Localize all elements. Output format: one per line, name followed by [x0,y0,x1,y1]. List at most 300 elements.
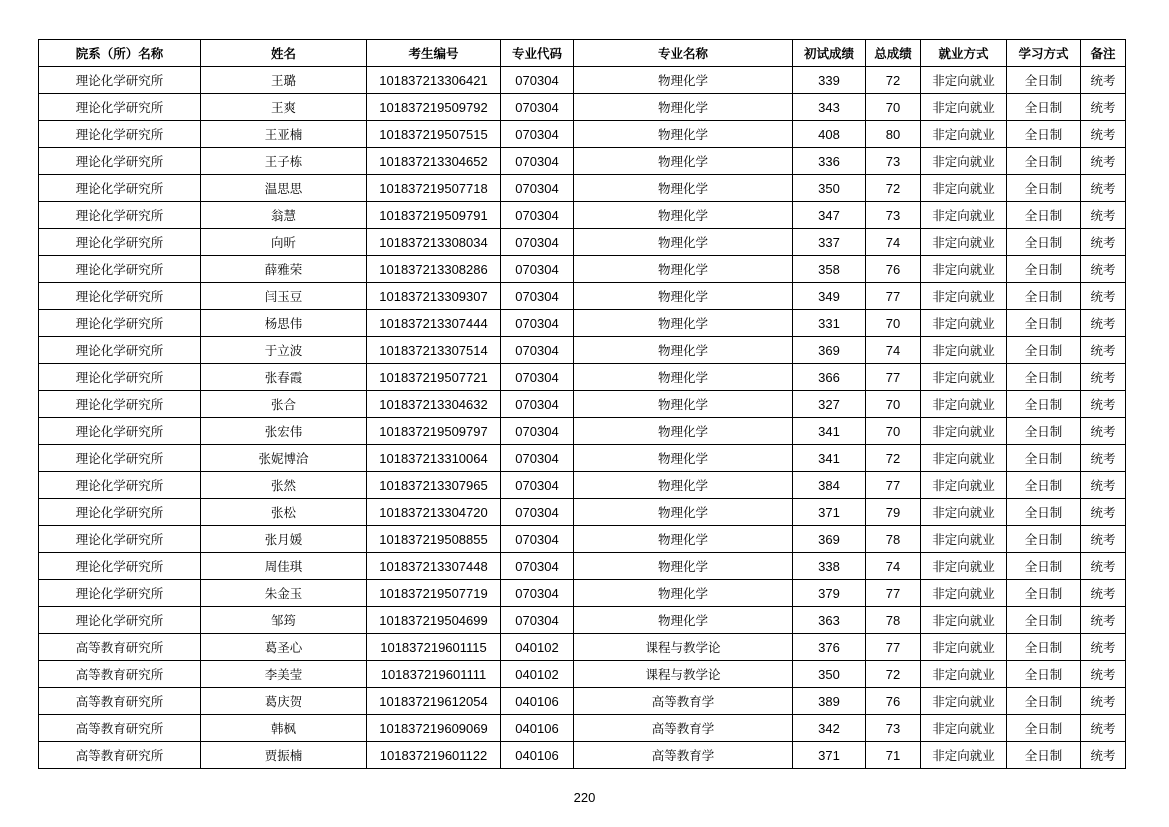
col-department-cell: 理论化学研究所 [39,418,201,445]
col-total-score-cell: 72 [866,67,921,94]
col-exam-id-cell: 101837213307514 [367,337,501,364]
col-total-score-cell: 72 [866,445,921,472]
col-employment-cell: 非定向就业 [921,283,1007,310]
col-exam-id-cell: 101837213310064 [367,445,501,472]
col-exam-id-cell: 101837213307448 [367,553,501,580]
table-row [39,742,1126,769]
table-row [39,283,1126,310]
col-exam-id-cell: 101837213304632 [367,391,501,418]
col-major-name-cell: 高等教育学 [574,742,793,769]
col-major-name-header: 专业名称 [574,40,793,67]
col-major-code-cell: 070304 [501,67,574,94]
col-remark-cell: 统考 [1081,688,1126,715]
col-department-cell: 理论化学研究所 [39,94,201,121]
col-remark-cell: 统考 [1081,283,1126,310]
col-major-name-cell: 物理化学 [574,202,793,229]
col-initial-score-cell: 331 [793,310,866,337]
col-exam-id-cell: 101837213304720 [367,499,501,526]
col-study-mode-cell: 全日制 [1007,688,1081,715]
col-exam-id-cell: 101837219601111 [367,661,501,688]
col-department-cell: 理论化学研究所 [39,499,201,526]
page-number: 220 [573,790,596,805]
col-total-score-cell: 79 [866,499,921,526]
col-department-cell: 高等教育研究所 [39,715,201,742]
col-name-cell: 张宏伟 [201,418,367,445]
col-total-score-header: 总成绩 [866,40,921,67]
table-row [39,67,1126,94]
table-row [39,202,1126,229]
table-row [39,310,1126,337]
col-department-cell: 理论化学研究所 [39,283,201,310]
col-department-cell: 高等教育研究所 [39,661,201,688]
col-total-score-cell: 73 [866,715,921,742]
table-row [39,715,1126,742]
col-remark-cell: 统考 [1081,94,1126,121]
col-major-code-cell: 040106 [501,688,574,715]
col-major-code-cell: 070304 [501,148,574,175]
table-row [39,553,1126,580]
table-row [39,121,1126,148]
col-study-mode-cell: 全日制 [1007,202,1081,229]
col-major-code-header: 专业代码 [501,40,574,67]
col-exam-id-cell: 101837219601115 [367,634,501,661]
col-initial-score-cell: 369 [793,337,866,364]
col-exam-id-cell: 101837219504699 [367,607,501,634]
col-department-cell: 理论化学研究所 [39,202,201,229]
col-employment-cell: 非定向就业 [921,580,1007,607]
col-major-name-cell: 物理化学 [574,310,793,337]
col-total-score-cell: 76 [866,688,921,715]
col-initial-score-cell: 349 [793,283,866,310]
col-remark-cell: 统考 [1081,499,1126,526]
col-study-mode-cell: 全日制 [1007,499,1081,526]
col-name-cell: 葛庆贺 [201,688,367,715]
col-initial-score-cell: 366 [793,364,866,391]
col-remark-cell: 统考 [1081,148,1126,175]
col-exam-id-cell: 101837213306421 [367,67,501,94]
col-name-cell: 贾振楠 [201,742,367,769]
col-exam-id-cell: 101837219508855 [367,526,501,553]
col-initial-score-cell: 363 [793,607,866,634]
col-remark-cell: 统考 [1081,634,1126,661]
col-major-name-cell: 课程与教学论 [574,661,793,688]
col-name-cell: 张合 [201,391,367,418]
col-employment-cell: 非定向就业 [921,391,1007,418]
col-study-mode-cell: 全日制 [1007,121,1081,148]
col-major-code-cell: 040102 [501,634,574,661]
col-study-mode-cell: 全日制 [1007,256,1081,283]
col-department-cell: 理论化学研究所 [39,391,201,418]
col-major-name-cell: 物理化学 [574,364,793,391]
col-study-mode-cell: 全日制 [1007,715,1081,742]
col-major-code-cell: 070304 [501,229,574,256]
col-exam-id-cell: 101837213308034 [367,229,501,256]
col-study-mode-cell: 全日制 [1007,94,1081,121]
col-remark-cell: 统考 [1081,310,1126,337]
col-major-code-cell: 070304 [501,256,574,283]
col-name-header: 姓名 [201,40,367,67]
col-name-cell: 张然 [201,472,367,499]
col-name-cell: 闫玉豆 [201,283,367,310]
col-initial-score-cell: 336 [793,148,866,175]
col-initial-score-cell: 384 [793,472,866,499]
col-remark-cell: 统考 [1081,67,1126,94]
col-exam-id-cell: 101837219601122 [367,742,501,769]
col-department-cell: 理论化学研究所 [39,445,201,472]
col-initial-score-cell: 343 [793,94,866,121]
col-total-score-cell: 78 [866,526,921,553]
col-initial-score-cell: 358 [793,256,866,283]
col-name-cell: 周佳琪 [201,553,367,580]
col-remark-cell: 统考 [1081,337,1126,364]
col-major-name-cell: 课程与教学论 [574,634,793,661]
table-row [39,229,1126,256]
col-initial-score-cell: 347 [793,202,866,229]
col-name-cell: 王璐 [201,67,367,94]
col-name-cell: 王子栋 [201,148,367,175]
col-total-score-cell: 78 [866,607,921,634]
col-employment-cell: 非定向就业 [921,364,1007,391]
table-header [39,40,1126,67]
col-total-score-cell: 77 [866,472,921,499]
col-department-cell: 理论化学研究所 [39,256,201,283]
col-remark-cell: 统考 [1081,607,1126,634]
col-initial-score-cell: 379 [793,580,866,607]
col-exam-id-header: 考生编号 [367,40,501,67]
col-remark-cell: 统考 [1081,121,1126,148]
col-total-score-cell: 80 [866,121,921,148]
col-department-cell: 理论化学研究所 [39,175,201,202]
col-total-score-cell: 74 [866,229,921,256]
col-remark-cell: 统考 [1081,175,1126,202]
col-major-code-cell: 070304 [501,418,574,445]
col-exam-id-cell: 101837213308286 [367,256,501,283]
col-employment-cell: 非定向就业 [921,337,1007,364]
col-employment-cell: 非定向就业 [921,256,1007,283]
col-name-cell: 李美莹 [201,661,367,688]
col-major-name-cell: 物理化学 [574,445,793,472]
table-body [39,67,1126,769]
col-total-score-cell: 72 [866,175,921,202]
col-employment-cell: 非定向就业 [921,472,1007,499]
col-exam-id-cell: 101837219507719 [367,580,501,607]
table-row [39,148,1126,175]
col-major-name-cell: 物理化学 [574,580,793,607]
col-department-cell: 高等教育研究所 [39,634,201,661]
col-employment-cell: 非定向就业 [921,310,1007,337]
col-department-cell: 理论化学研究所 [39,580,201,607]
col-employment-cell: 非定向就业 [921,607,1007,634]
col-major-code-cell: 070304 [501,283,574,310]
col-major-name-cell: 物理化学 [574,175,793,202]
col-employment-cell: 非定向就业 [921,553,1007,580]
col-name-cell: 邹筠 [201,607,367,634]
col-total-score-cell: 74 [866,553,921,580]
col-study-mode-cell: 全日制 [1007,742,1081,769]
col-remark-cell: 统考 [1081,418,1126,445]
col-department-header: 院系（所）名称 [39,40,201,67]
col-remark-cell: 统考 [1081,661,1126,688]
table-row [39,607,1126,634]
col-total-score-cell: 77 [866,580,921,607]
col-major-name-cell: 物理化学 [574,121,793,148]
table-row [39,526,1126,553]
table-row [39,580,1126,607]
col-name-cell: 向昕 [201,229,367,256]
col-total-score-cell: 77 [866,364,921,391]
col-name-cell: 翁慧 [201,202,367,229]
col-total-score-cell: 77 [866,283,921,310]
col-total-score-cell: 70 [866,94,921,121]
col-study-mode-cell: 全日制 [1007,661,1081,688]
col-initial-score-cell: 337 [793,229,866,256]
col-department-cell: 高等教育研究所 [39,688,201,715]
col-initial-score-cell: 389 [793,688,866,715]
col-remark-cell: 统考 [1081,364,1126,391]
col-department-cell: 理论化学研究所 [39,229,201,256]
col-initial-score-cell: 338 [793,553,866,580]
col-employment-cell: 非定向就业 [921,148,1007,175]
col-total-score-cell: 72 [866,661,921,688]
col-employment-cell: 非定向就业 [921,526,1007,553]
col-department-cell: 理论化学研究所 [39,607,201,634]
col-exam-id-cell: 101837219507515 [367,121,501,148]
col-major-name-cell: 高等教育学 [574,715,793,742]
col-name-cell: 薛雅荣 [201,256,367,283]
col-employment-cell: 非定向就业 [921,418,1007,445]
col-remark-cell: 统考 [1081,526,1126,553]
col-remark-header: 备注 [1081,40,1126,67]
col-department-cell: 高等教育研究所 [39,742,201,769]
col-major-code-cell: 070304 [501,607,574,634]
col-major-name-cell: 物理化学 [574,337,793,364]
col-major-name-cell: 物理化学 [574,499,793,526]
col-initial-score-cell: 341 [793,445,866,472]
col-department-cell: 理论化学研究所 [39,337,201,364]
table-row [39,499,1126,526]
col-employment-cell: 非定向就业 [921,67,1007,94]
col-study-mode-cell: 全日制 [1007,364,1081,391]
col-name-cell: 杨思伟 [201,310,367,337]
table-row [39,175,1126,202]
col-total-score-cell: 73 [866,148,921,175]
table-row [39,445,1126,472]
col-employment-cell: 非定向就业 [921,688,1007,715]
col-major-name-cell: 物理化学 [574,67,793,94]
col-major-name-cell: 物理化学 [574,229,793,256]
col-major-code-cell: 070304 [501,364,574,391]
col-major-name-cell: 物理化学 [574,283,793,310]
col-remark-cell: 统考 [1081,391,1126,418]
col-exam-id-cell: 101837213307965 [367,472,501,499]
col-exam-id-cell: 101837219507721 [367,364,501,391]
col-major-name-cell: 高等教育学 [574,688,793,715]
col-major-code-cell: 070304 [501,175,574,202]
col-department-cell: 理论化学研究所 [39,121,201,148]
col-name-cell: 王亚楠 [201,121,367,148]
col-total-score-cell: 77 [866,634,921,661]
col-study-mode-cell: 全日制 [1007,634,1081,661]
col-initial-score-cell: 341 [793,418,866,445]
col-total-score-cell: 74 [866,337,921,364]
col-study-mode-cell: 全日制 [1007,580,1081,607]
col-major-name-cell: 物理化学 [574,148,793,175]
col-initial-score-cell: 339 [793,67,866,94]
col-employment-cell: 非定向就业 [921,661,1007,688]
col-major-name-cell: 物理化学 [574,472,793,499]
col-major-name-cell: 物理化学 [574,94,793,121]
col-initial-score-cell: 350 [793,175,866,202]
col-major-code-cell: 070304 [501,445,574,472]
col-initial-score-cell: 350 [793,661,866,688]
col-remark-cell: 统考 [1081,553,1126,580]
col-employment-cell: 非定向就业 [921,715,1007,742]
col-name-cell: 温思思 [201,175,367,202]
col-name-cell: 韩枫 [201,715,367,742]
col-major-code-cell: 070304 [501,202,574,229]
col-employment-cell: 非定向就业 [921,229,1007,256]
col-initial-score-header: 初试成绩 [793,40,866,67]
table-row [39,472,1126,499]
col-study-mode-cell: 全日制 [1007,553,1081,580]
col-study-mode-cell: 全日制 [1007,175,1081,202]
col-study-mode-cell: 全日制 [1007,283,1081,310]
col-major-code-cell: 070304 [501,391,574,418]
col-exam-id-cell: 101837219509791 [367,202,501,229]
col-total-score-cell: 71 [866,742,921,769]
col-department-cell: 理论化学研究所 [39,526,201,553]
col-name-cell: 张春霞 [201,364,367,391]
col-initial-score-cell: 376 [793,634,866,661]
col-department-cell: 理论化学研究所 [39,148,201,175]
col-department-cell: 理论化学研究所 [39,310,201,337]
col-major-code-cell: 040102 [501,661,574,688]
col-remark-cell: 统考 [1081,256,1126,283]
col-department-cell: 理论化学研究所 [39,364,201,391]
header-row [39,40,1126,67]
col-major-name-cell: 物理化学 [574,391,793,418]
col-major-name-cell: 物理化学 [574,418,793,445]
col-exam-id-cell: 101837219609069 [367,715,501,742]
col-major-code-cell: 070304 [501,472,574,499]
col-name-cell: 张妮博洽 [201,445,367,472]
table-row [39,391,1126,418]
col-initial-score-cell: 369 [793,526,866,553]
col-remark-cell: 统考 [1081,202,1126,229]
col-total-score-cell: 70 [866,418,921,445]
col-major-name-cell: 物理化学 [574,607,793,634]
col-major-code-cell: 040106 [501,742,574,769]
col-employment-cell: 非定向就业 [921,742,1007,769]
col-study-mode-cell: 全日制 [1007,418,1081,445]
col-major-name-cell: 物理化学 [574,553,793,580]
col-employment-cell: 非定向就业 [921,202,1007,229]
col-department-cell: 理论化学研究所 [39,67,201,94]
col-exam-id-cell: 101837219612054 [367,688,501,715]
table-row [39,688,1126,715]
col-study-mode-cell: 全日制 [1007,337,1081,364]
col-major-code-cell: 070304 [501,580,574,607]
col-major-code-cell: 070304 [501,499,574,526]
col-exam-id-cell: 101837213304652 [367,148,501,175]
admission-list-table [38,39,1126,769]
col-total-score-cell: 76 [866,256,921,283]
table-row [39,337,1126,364]
col-exam-id-cell: 101837213307444 [367,310,501,337]
table-row [39,661,1126,688]
col-name-cell: 张松 [201,499,367,526]
col-department-cell: 理论化学研究所 [39,553,201,580]
col-department-cell: 理论化学研究所 [39,472,201,499]
col-employment-cell: 非定向就业 [921,499,1007,526]
col-remark-cell: 统考 [1081,472,1126,499]
table-row [39,256,1126,283]
col-study-mode-cell: 全日制 [1007,607,1081,634]
col-employment-cell: 非定向就业 [921,634,1007,661]
col-exam-id-cell: 101837219509797 [367,418,501,445]
col-study-mode-cell: 全日制 [1007,472,1081,499]
col-study-mode-cell: 全日制 [1007,310,1081,337]
col-total-score-cell: 70 [866,310,921,337]
col-exam-id-cell: 101837219509792 [367,94,501,121]
col-employment-header: 就业方式 [921,40,1007,67]
col-initial-score-cell: 342 [793,715,866,742]
col-major-code-cell: 070304 [501,337,574,364]
col-employment-cell: 非定向就业 [921,121,1007,148]
col-total-score-cell: 73 [866,202,921,229]
col-remark-cell: 统考 [1081,229,1126,256]
col-study-mode-cell: 全日制 [1007,526,1081,553]
col-name-cell: 于立波 [201,337,367,364]
col-study-mode-header: 学习方式 [1007,40,1081,67]
col-name-cell: 朱金玉 [201,580,367,607]
col-total-score-cell: 70 [866,391,921,418]
col-exam-id-cell: 101837213309307 [367,283,501,310]
col-employment-cell: 非定向就业 [921,175,1007,202]
col-study-mode-cell: 全日制 [1007,391,1081,418]
col-study-mode-cell: 全日制 [1007,229,1081,256]
col-remark-cell: 统考 [1081,742,1126,769]
table-row [39,94,1126,121]
col-major-code-cell: 070304 [501,310,574,337]
col-initial-score-cell: 408 [793,121,866,148]
col-major-code-cell: 070304 [501,553,574,580]
table-row [39,418,1126,445]
col-name-cell: 葛圣心 [201,634,367,661]
col-study-mode-cell: 全日制 [1007,445,1081,472]
table-row [39,364,1126,391]
col-name-cell: 王爽 [201,94,367,121]
col-exam-id-cell: 101837219507718 [367,175,501,202]
col-major-code-cell: 070304 [501,94,574,121]
col-remark-cell: 统考 [1081,715,1126,742]
col-remark-cell: 统考 [1081,580,1126,607]
col-major-code-cell: 070304 [501,121,574,148]
col-major-code-cell: 040106 [501,715,574,742]
table-row [39,634,1126,661]
col-major-name-cell: 物理化学 [574,526,793,553]
col-remark-cell: 统考 [1081,445,1126,472]
col-employment-cell: 非定向就业 [921,445,1007,472]
col-study-mode-cell: 全日制 [1007,148,1081,175]
col-initial-score-cell: 371 [793,499,866,526]
col-major-name-cell: 物理化学 [574,256,793,283]
col-name-cell: 张月媛 [201,526,367,553]
col-initial-score-cell: 371 [793,742,866,769]
col-study-mode-cell: 全日制 [1007,67,1081,94]
col-major-code-cell: 070304 [501,526,574,553]
col-employment-cell: 非定向就业 [921,94,1007,121]
